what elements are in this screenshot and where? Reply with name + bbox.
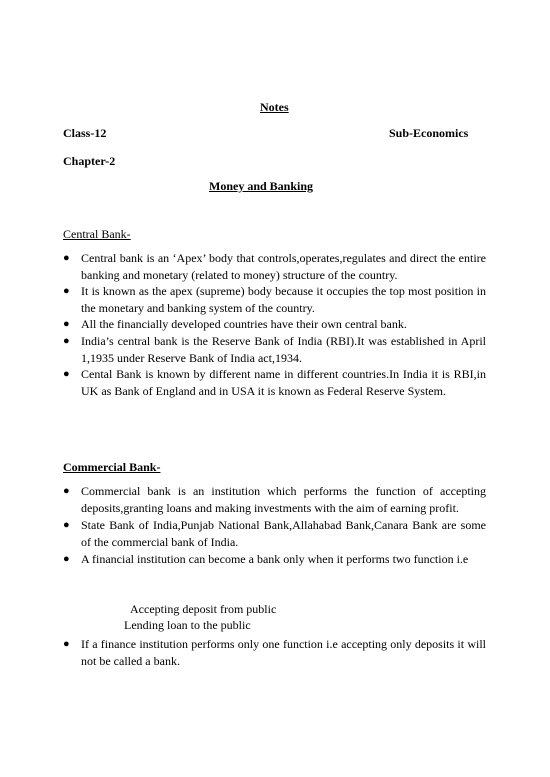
central-bank-list [63,250,486,399]
central-bank-heading: Central Bank- [63,227,131,241]
function-item: Lending loan to the public [124,618,251,632]
bullet-icon: ● [63,368,70,381]
commercial-bank-list-b [63,636,486,669]
list-item: ● It is known as the apex (supreme) body because it occupies the top most position in the monetary and banking system of the country. [63,284,486,315]
subject-label: Sub-Economics [389,126,469,140]
bullet-icon: ● [63,485,70,497]
list-item: ● Commercial bank is an institution which performs the function of accepting deposits,granting loans and making investments with the aim of earning profit. [63,484,486,515]
function-item: Accepting deposit from public [130,602,277,616]
bullet-icon: ● [63,252,70,264]
list-item: ● Cental Bank is known by different name in different countries.In India it is RBI,in UK as Bank of England and in USA it is known as Federal Reserve System. [63,367,486,398]
bullet-icon: ● [63,553,70,566]
bullet-icon: ● [63,519,70,532]
commercial-bank-heading: Commercial Bank- [63,460,161,474]
list-item: ● State Bank of India,Punjab National Bank,Allahabad Bank,Canara Bank are some of the commercial bank of India. [63,518,486,549]
bullet-icon: ● [63,318,70,331]
list-item: ● All the financially developed countries have their own central bank. [63,317,407,332]
class-label: Class-12 [63,126,107,140]
bullet-icon: ● [63,285,70,298]
notes-title: Notes [260,100,289,114]
chapter-label: Chapter-2 [63,154,116,168]
list-item: ● Central bank is an ‘Apex’ body that controls,operates,regulates and direct the entire banking and monetary (related to money) structure of the country. [63,251,486,282]
chapter-title: Money and Banking [209,179,314,193]
list-item: ● India’s central bank is the Reserve Bank of India (RBI).It was established in April 1,1935 under Reserve Bank of India act,1934. [63,333,486,365]
list-item: ● If a finance institution performs only one function i.e accepting only deposits it will not be called a bank. [63,637,486,668]
commercial-bank-list-a [63,483,486,568]
bullet-icon: ● [63,638,70,650]
list-item: ● A financial institution can become a bank only when it performs two function i.e [63,552,469,567]
bullet-icon: ● [63,334,70,347]
